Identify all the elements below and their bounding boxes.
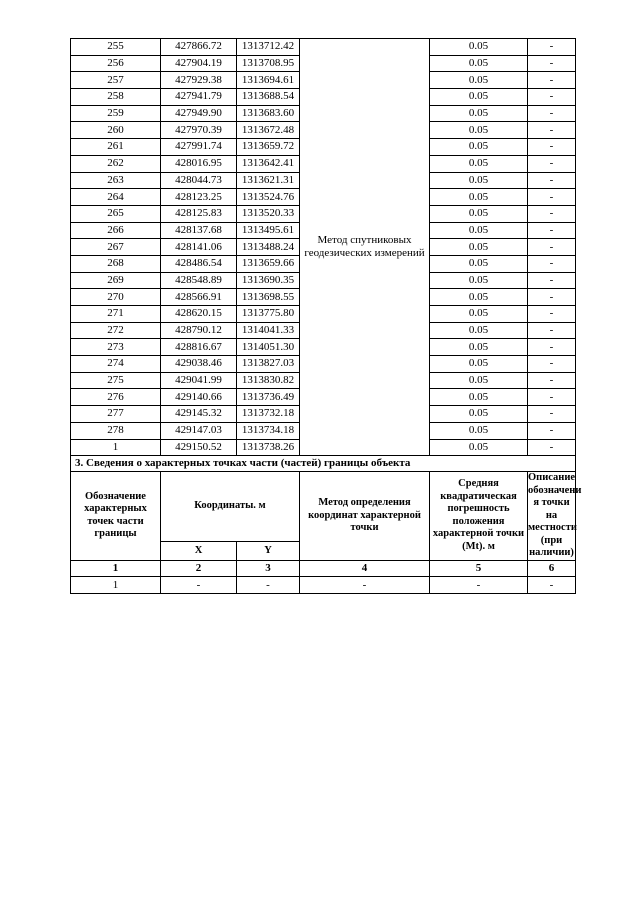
coord-x: 428123.25 — [161, 189, 237, 206]
accuracy: 0.05 — [430, 439, 528, 456]
section3-title-row — [71, 456, 576, 472]
point-number: 257 — [71, 72, 161, 89]
coord-x: 428816.67 — [161, 339, 237, 356]
coord-x: 428125.83 — [161, 205, 237, 222]
accuracy: 0.05 — [430, 89, 528, 106]
header-method: Метод определения координат характерной точки — [300, 472, 430, 561]
coord-y: 1313688.54 — [237, 89, 300, 106]
coord-x: 429041.99 — [161, 372, 237, 389]
coord-y: 1313621.31 — [237, 172, 300, 189]
accuracy: 0.05 — [430, 172, 528, 189]
description: - — [528, 39, 576, 56]
point-number: 272 — [71, 322, 161, 339]
description: - — [528, 372, 576, 389]
point-number: 267 — [71, 239, 161, 256]
accuracy: 0.05 — [430, 356, 528, 373]
accuracy: 0.05 — [430, 189, 528, 206]
coord-y: 1313708.95 — [237, 55, 300, 72]
accuracy: 0.05 — [430, 55, 528, 72]
col-number: 3 — [237, 560, 300, 577]
description: - — [528, 406, 576, 423]
coord-x: 428486.54 — [161, 255, 237, 272]
header-designation: Обозначение характерных точек части границы — [71, 472, 161, 561]
coord-y: 1313520.33 — [237, 205, 300, 222]
coord-x: 427991.74 — [161, 139, 237, 156]
coord-x: 428137.68 — [161, 222, 237, 239]
point-number: 266 — [71, 222, 161, 239]
coord-x: 427941.79 — [161, 89, 237, 106]
point-number: 262 — [71, 155, 161, 172]
coord-y: 1313659.66 — [237, 255, 300, 272]
coord-x: 427949.90 — [161, 105, 237, 122]
description: - — [528, 172, 576, 189]
coord-y: 1314041.33 — [237, 322, 300, 339]
header-y: Y — [237, 542, 300, 560]
method-cell: Метод спутниковых геодезических измерений — [300, 39, 430, 456]
coord-x: - — [161, 577, 237, 594]
points-table-body — [71, 39, 576, 456]
coord-x: 429145.32 — [161, 406, 237, 423]
description: - — [528, 289, 576, 306]
coord-y: 1313694.61 — [237, 72, 300, 89]
description: - — [528, 205, 576, 222]
description: - — [528, 322, 576, 339]
point-number: 270 — [71, 289, 161, 306]
accuracy: 0.05 — [430, 72, 528, 89]
method: - — [300, 577, 430, 594]
description: - — [528, 222, 576, 239]
accuracy: 0.05 — [430, 139, 528, 156]
section3-header-row — [71, 472, 576, 542]
description: - — [528, 272, 576, 289]
point-number: 268 — [71, 255, 161, 272]
coord-x: 428566.91 — [161, 289, 237, 306]
coord-y: 1313672.48 — [237, 122, 300, 139]
accuracy: 0.05 — [430, 339, 528, 356]
coord-x: 429150.52 — [161, 439, 237, 456]
coord-y: - — [237, 577, 300, 594]
accuracy: 0.05 — [430, 239, 528, 256]
accuracy: 0.05 — [430, 205, 528, 222]
description: - — [528, 189, 576, 206]
coord-x: 428141.06 — [161, 239, 237, 256]
description: - — [528, 72, 576, 89]
point-number: 265 — [71, 205, 161, 222]
col-number: 1 — [71, 560, 161, 577]
point-number: 264 — [71, 189, 161, 206]
point-number: 271 — [71, 306, 161, 323]
accuracy: - — [430, 577, 528, 594]
header-coordinates: Координаты. м — [161, 472, 300, 542]
header-x: X — [161, 542, 237, 560]
point-number: 1 — [71, 439, 161, 456]
point-number: 274 — [71, 356, 161, 373]
coord-x: 427904.19 — [161, 55, 237, 72]
description: - — [528, 155, 576, 172]
coord-x: 427929.38 — [161, 72, 237, 89]
coord-x: 428620.15 — [161, 306, 237, 323]
section3-title: 3. Сведения о характерных точках части (частей) границы объекта — [71, 456, 576, 472]
header-description: Описание обозначени я точки на местности (при наличии) — [528, 472, 582, 559]
point-number: 276 — [71, 389, 161, 406]
point-number: 269 — [71, 272, 161, 289]
coord-y: 1313732.18 — [237, 406, 300, 423]
accuracy: 0.05 — [430, 406, 528, 423]
point-number: 255 — [71, 39, 161, 56]
description: - — [528, 422, 576, 439]
section3-data-row — [71, 577, 576, 594]
col-number: 6 — [528, 560, 576, 577]
point-number: 277 — [71, 406, 161, 423]
coord-y: 1313738.26 — [237, 439, 300, 456]
description: - — [528, 239, 576, 256]
coord-y: 1313683.60 — [237, 105, 300, 122]
point-number: 259 — [71, 105, 161, 122]
accuracy: 0.05 — [430, 272, 528, 289]
description: - — [528, 577, 576, 594]
accuracy: 0.05 — [430, 372, 528, 389]
accuracy: 0.05 — [430, 39, 528, 56]
coord-y: 1313712.42 — [237, 39, 300, 56]
coord-y: 1313642.41 — [237, 155, 300, 172]
description: - — [528, 306, 576, 323]
coord-x: 429140.66 — [161, 389, 237, 406]
description: - — [528, 105, 576, 122]
coord-y: 1313775.80 — [237, 306, 300, 323]
coord-y: 1313736.49 — [237, 389, 300, 406]
description: - — [528, 439, 576, 456]
description: - — [528, 339, 576, 356]
accuracy: 0.05 — [430, 306, 528, 323]
coord-y: 1313495.61 — [237, 222, 300, 239]
point-number: 273 — [71, 339, 161, 356]
description: - — [528, 55, 576, 72]
point-number: 258 — [71, 89, 161, 106]
description: - — [528, 89, 576, 106]
point-number: 275 — [71, 372, 161, 389]
coord-y: 1313827.03 — [237, 356, 300, 373]
coord-x: 428044.73 — [161, 172, 237, 189]
coord-y: 1313734.18 — [237, 422, 300, 439]
accuracy: 0.05 — [430, 289, 528, 306]
description: - — [528, 122, 576, 139]
accuracy: 0.05 — [430, 222, 528, 239]
col-number: 5 — [430, 560, 528, 577]
accuracy: 0.05 — [430, 155, 528, 172]
col-number: 4 — [300, 560, 430, 577]
coordinates-table — [70, 38, 582, 594]
coord-y: 1313690.35 — [237, 272, 300, 289]
point-row — [71, 39, 576, 56]
coord-x: 428548.89 — [161, 272, 237, 289]
accuracy: 0.05 — [430, 255, 528, 272]
coord-x: 428016.95 — [161, 155, 237, 172]
point-number: 260 — [71, 122, 161, 139]
description: - — [528, 356, 576, 373]
coord-y: 1313488.24 — [237, 239, 300, 256]
coord-y: 1313659.72 — [237, 139, 300, 156]
coord-x: 427866.72 — [161, 39, 237, 56]
header-accuracy: Средняя квадратическая погрешность положения характерной точки (Mt). м — [430, 472, 528, 561]
description: - — [528, 139, 576, 156]
section3-body — [71, 456, 582, 594]
description: - — [528, 255, 576, 272]
coord-x: 429147.03 — [161, 422, 237, 439]
col-number: 2 — [161, 560, 237, 577]
coord-y: 1313524.76 — [237, 189, 300, 206]
point-number: 1 — [71, 577, 161, 594]
accuracy: 0.05 — [430, 105, 528, 122]
accuracy: 0.05 — [430, 322, 528, 339]
coord-y: 1313830.82 — [237, 372, 300, 389]
accuracy: 0.05 — [430, 389, 528, 406]
point-number: 263 — [71, 172, 161, 189]
coord-y: 1313698.55 — [237, 289, 300, 306]
coord-x: 428790.12 — [161, 322, 237, 339]
column-numbers-row — [71, 560, 576, 577]
accuracy: 0.05 — [430, 422, 528, 439]
point-number: 278 — [71, 422, 161, 439]
point-number: 256 — [71, 55, 161, 72]
coord-x: 427970.39 — [161, 122, 237, 139]
point-number: 261 — [71, 139, 161, 156]
description: - — [528, 389, 576, 406]
coord-x: 429038.46 — [161, 356, 237, 373]
coord-y: 1314051.30 — [237, 339, 300, 356]
accuracy: 0.05 — [430, 122, 528, 139]
